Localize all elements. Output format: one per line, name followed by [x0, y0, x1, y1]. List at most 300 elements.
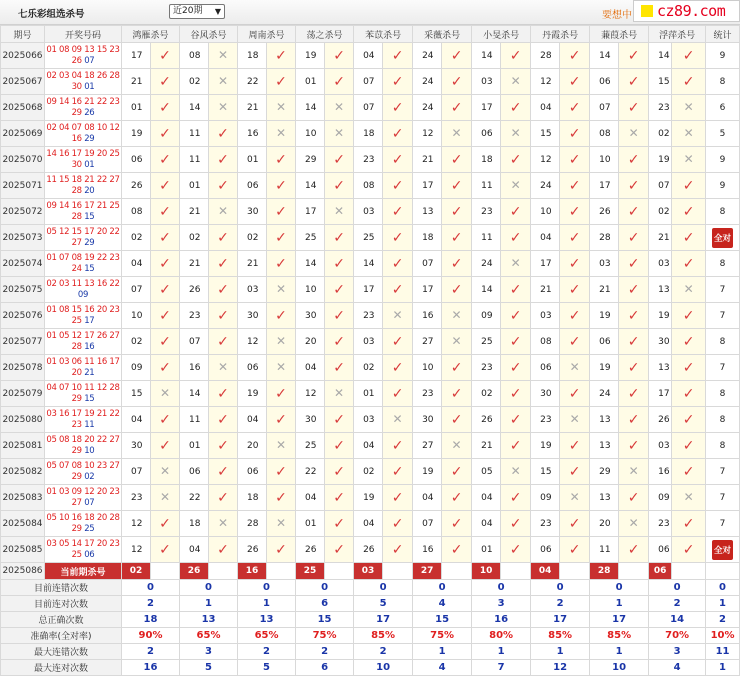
period-cell: 2025079 — [1, 381, 45, 407]
logo-square-icon — [641, 5, 653, 17]
result-mark-cell — [325, 459, 354, 485]
check-icon: ✓ — [568, 307, 581, 324]
stat-value: 0 — [238, 580, 296, 596]
result-mark-cell — [619, 251, 649, 277]
cross-icon: ✕ — [276, 438, 287, 452]
red-numbers: 02 03 11 13 16 22 — [46, 278, 120, 289]
result-mark-cell — [501, 95, 531, 121]
blue-number: 15 — [84, 263, 95, 274]
kill-number-cell: 03 — [590, 251, 619, 277]
result-mark-cell — [560, 303, 590, 329]
result-mark-cell — [672, 355, 706, 381]
kill-number-cell: 10 — [590, 147, 619, 173]
cross-icon: ✕ — [217, 516, 229, 530]
kill-number-cell: 07 — [590, 95, 619, 121]
red-numbers: 05 07 08 10 23 27 29 — [46, 460, 120, 482]
result-mark-cell — [560, 225, 590, 251]
result-mark-cell — [383, 147, 413, 173]
kill-number-cell: 08 — [354, 173, 383, 199]
kill-number-cell: 11 — [472, 225, 501, 251]
check-icon: ✓ — [333, 437, 345, 454]
kill-number-cell: 14 — [649, 43, 672, 69]
empty-cell — [151, 563, 180, 580]
check-icon: ✓ — [509, 203, 522, 220]
kill-number-cell: 18 — [472, 147, 501, 173]
result-mark-cell — [560, 95, 590, 121]
check-icon: ✓ — [275, 541, 287, 558]
result-mark-cell — [325, 277, 354, 303]
period-cell: 2025083 — [1, 485, 45, 511]
check-icon: ✓ — [682, 177, 695, 194]
kill-number-cell: 21 — [180, 251, 209, 277]
blue-number: 07 — [84, 55, 95, 66]
check-icon: ✓ — [217, 281, 229, 298]
check-icon: ✓ — [275, 385, 287, 402]
cross-icon: ✕ — [510, 464, 521, 478]
check-icon: ✓ — [391, 281, 404, 298]
check-icon: ✓ — [450, 151, 463, 168]
stat-value: 10 — [590, 660, 649, 676]
total-cell: 5 — [706, 121, 740, 147]
stat-value: 3 — [180, 644, 238, 660]
kill-number-cell: 17 — [649, 381, 672, 407]
table-row — [1, 147, 740, 173]
column-header: 荡之杀号 — [296, 26, 354, 43]
current-kill-number: 04 — [531, 563, 560, 580]
check-icon: ✓ — [275, 411, 287, 428]
blue-number: 29 — [84, 133, 95, 144]
check-icon: ✓ — [333, 255, 345, 272]
site-logo[interactable] — [633, 0, 740, 22]
kill-number-cell: 04 — [296, 355, 325, 381]
kill-number-cell: 21 — [590, 277, 619, 303]
result-mark-cell — [383, 381, 413, 407]
check-icon: ✓ — [450, 385, 463, 402]
kill-number-cell: 09 — [472, 303, 501, 329]
kill-number-cell: 02 — [122, 225, 151, 251]
check-icon: ✓ — [391, 255, 404, 272]
blue-number: 09 — [77, 289, 89, 300]
stat-value: 4 — [413, 596, 472, 612]
kill-number-cell: 25 — [472, 329, 501, 355]
current-kill-number: 27 — [413, 563, 442, 580]
kill-number-cell: 04 — [122, 407, 151, 433]
stat-value: 80% — [472, 628, 531, 644]
check-icon: ✓ — [333, 73, 345, 90]
result-mark-cell — [501, 121, 531, 147]
kill-number-cell: 13 — [649, 277, 672, 303]
kill-number-cell: 02 — [649, 121, 672, 147]
kill-number-cell: 28 — [238, 511, 267, 537]
check-icon: ✓ — [391, 47, 404, 64]
result-mark-cell — [383, 511, 413, 537]
kill-number-cell: 21 — [649, 225, 672, 251]
kill-number-cell: 14 — [180, 95, 209, 121]
result-mark-cell — [672, 459, 706, 485]
current-kill-label: 当前期杀号 — [45, 563, 122, 580]
result-mark-cell — [325, 485, 354, 511]
kill-number-cell: 07 — [354, 95, 383, 121]
chevron-down-icon: ▼ — [214, 7, 221, 16]
kill-number-cell: 12 — [531, 147, 560, 173]
result-mark-cell — [560, 537, 590, 563]
kill-number-cell: 30 — [531, 381, 560, 407]
check-icon: ✓ — [568, 151, 581, 168]
check-icon: ✓ — [682, 385, 695, 402]
check-icon: ✓ — [275, 307, 287, 324]
result-mark-cell — [619, 459, 649, 485]
check-icon: ✓ — [391, 359, 404, 376]
table-row — [1, 251, 740, 277]
result-mark-cell — [325, 69, 354, 95]
check-icon: ✓ — [275, 463, 287, 480]
stat-value: 2 — [122, 596, 180, 612]
result-mark-cell — [209, 329, 238, 355]
kill-number-cell: 24 — [413, 69, 442, 95]
result-mark-cell — [325, 43, 354, 69]
check-icon: ✓ — [682, 47, 695, 64]
period-cell: 2025067 — [1, 69, 45, 95]
check-icon: ✓ — [275, 151, 287, 168]
column-header: 谷风杀号 — [180, 26, 238, 43]
kill-number-cell: 01 — [296, 511, 325, 537]
result-mark-cell — [267, 355, 296, 381]
draw-numbers-cell — [45, 251, 122, 277]
check-icon: ✓ — [275, 489, 287, 506]
red-numbers: 01 05 12 17 26 27 28 — [46, 330, 120, 352]
result-mark-cell — [672, 95, 706, 121]
result-mark-cell — [501, 355, 531, 381]
kill-number-cell: 02 — [180, 69, 209, 95]
current-kill-number: 06 — [649, 563, 672, 580]
check-icon: ✓ — [509, 489, 522, 506]
check-icon: ✓ — [627, 99, 640, 116]
draw-numbers-cell — [45, 147, 122, 173]
kill-number-cell: 30 — [296, 303, 325, 329]
result-mark-cell — [383, 329, 413, 355]
column-header: 苯苡杀号 — [354, 26, 413, 43]
result-mark-cell — [151, 459, 180, 485]
blue-number: 01 — [84, 159, 95, 170]
kill-number-cell: 23 — [472, 355, 501, 381]
result-mark-cell — [325, 433, 354, 459]
result-mark-cell — [672, 225, 706, 251]
result-mark-cell — [501, 485, 531, 511]
kill-number-cell: 19 — [590, 303, 619, 329]
result-mark-cell — [383, 277, 413, 303]
result-mark-cell — [209, 303, 238, 329]
result-mark-cell — [151, 277, 180, 303]
stat-value: 10% — [706, 628, 740, 644]
result-mark-cell — [383, 95, 413, 121]
result-mark-cell — [209, 511, 238, 537]
draw-numbers-cell — [45, 459, 122, 485]
cross-icon: ✕ — [217, 100, 229, 114]
kill-number-cell: 26 — [296, 537, 325, 563]
kill-number-cell: 30 — [649, 329, 672, 355]
stat-value: 2 — [354, 644, 413, 660]
check-icon: ✓ — [509, 281, 522, 298]
result-mark-cell — [325, 173, 354, 199]
result-mark-cell — [560, 511, 590, 537]
table-row — [1, 121, 740, 147]
blue-number: 06 — [84, 549, 95, 560]
result-mark-cell — [325, 329, 354, 355]
kill-number-cell: 23 — [180, 303, 209, 329]
stat-value: 2 — [649, 596, 706, 612]
empty-cell — [442, 563, 472, 580]
cross-icon: ✕ — [628, 516, 639, 530]
result-mark-cell — [619, 69, 649, 95]
cross-icon: ✕ — [217, 360, 229, 374]
kill-number-cell: 23 — [531, 511, 560, 537]
check-icon: ✓ — [159, 411, 171, 428]
result-mark-cell — [383, 485, 413, 511]
stat-label: 目前连错次数 — [1, 580, 122, 596]
check-icon: ✓ — [568, 99, 581, 116]
period-select[interactable] — [169, 4, 225, 19]
check-icon: ✓ — [275, 177, 287, 194]
kill-number-cell: 24 — [531, 173, 560, 199]
period-cell: 2025080 — [1, 407, 45, 433]
check-icon: ✓ — [159, 255, 171, 272]
check-icon: ✓ — [450, 177, 463, 194]
kill-number-cell: 14 — [472, 277, 501, 303]
result-mark-cell — [619, 277, 649, 303]
draw-numbers-cell — [45, 537, 122, 563]
check-icon: ✓ — [568, 463, 581, 480]
red-numbers: 01 08 09 13 15 23 26 — [46, 44, 120, 66]
kill-number-cell: 30 — [122, 433, 151, 459]
kill-number-cell: 09 — [122, 355, 151, 381]
check-icon: ✓ — [333, 307, 345, 324]
column-header: 小旻杀号 — [472, 26, 531, 43]
kill-number-cell: 25 — [354, 225, 383, 251]
blue-number: 25 — [84, 523, 95, 534]
stat-value: 2 — [296, 644, 354, 660]
result-mark-cell — [619, 433, 649, 459]
result-mark-cell — [619, 173, 649, 199]
check-icon: ✓ — [450, 463, 463, 480]
table-row — [1, 225, 740, 251]
result-mark-cell — [619, 355, 649, 381]
check-icon: ✓ — [217, 255, 229, 272]
period-cell: 2025069 — [1, 121, 45, 147]
kill-number-cell: 03 — [649, 251, 672, 277]
check-icon: ✓ — [509, 541, 522, 558]
table-row — [1, 303, 740, 329]
check-icon: ✓ — [217, 307, 229, 324]
result-mark-cell — [267, 225, 296, 251]
check-icon: ✓ — [509, 307, 522, 324]
promo-hint[interactable]: 要想中 — [602, 10, 632, 21]
check-icon: ✓ — [509, 229, 522, 246]
empty-cell — [209, 563, 238, 580]
check-icon: ✓ — [333, 47, 345, 64]
check-icon: ✓ — [333, 229, 345, 246]
result-mark-cell — [501, 303, 531, 329]
kill-number-cell: 26 — [590, 199, 619, 225]
period-select-value: 近20期 — [173, 6, 203, 16]
result-mark-cell — [267, 303, 296, 329]
current-kill-number: 25 — [296, 563, 325, 580]
check-icon: ✓ — [333, 177, 345, 194]
result-mark-cell — [267, 199, 296, 225]
stat-value: 6 — [296, 596, 354, 612]
result-mark-cell — [325, 121, 354, 147]
check-icon: ✓ — [627, 47, 640, 64]
result-mark-cell — [501, 459, 531, 485]
result-mark-cell — [442, 69, 472, 95]
result-mark-cell — [209, 277, 238, 303]
result-mark-cell — [383, 69, 413, 95]
result-mark-cell — [151, 355, 180, 381]
kill-number-cell: 02 — [472, 381, 501, 407]
kill-number-cell: 18 — [238, 485, 267, 511]
result-mark-cell — [560, 407, 590, 433]
check-icon: ✓ — [159, 99, 171, 116]
stat-value: 1 — [706, 596, 740, 612]
kill-number-cell: 01 — [354, 381, 383, 407]
check-icon: ✓ — [159, 359, 171, 376]
check-icon: ✓ — [217, 463, 229, 480]
result-mark-cell — [672, 251, 706, 277]
kill-number-cell: 03 — [649, 433, 672, 459]
draw-numbers-cell — [45, 225, 122, 251]
result-mark-cell — [151, 199, 180, 225]
cross-icon: ✕ — [683, 152, 694, 166]
check-icon: ✓ — [682, 515, 695, 532]
column-header: 鸿雁杀号 — [122, 26, 180, 43]
check-icon: ✓ — [568, 47, 581, 64]
check-icon: ✓ — [217, 385, 229, 402]
result-mark-cell — [560, 355, 590, 381]
draw-numbers-cell — [45, 69, 122, 95]
kill-number-cell: 02 — [180, 225, 209, 251]
check-icon: ✓ — [217, 333, 229, 350]
result-mark-cell — [672, 329, 706, 355]
kill-number-cell: 28 — [531, 43, 560, 69]
result-mark-cell — [442, 459, 472, 485]
kill-number-cell: 15 — [122, 381, 151, 407]
kill-number-cell: 16 — [413, 303, 442, 329]
page-title: 七乐彩组选杀号 — [18, 9, 85, 20]
kill-number-cell: 18 — [238, 43, 267, 69]
red-numbers: 01 03 09 12 20 23 27 — [46, 486, 120, 508]
kill-number-cell: 04 — [472, 485, 501, 511]
kill-number-cell: 02 — [238, 225, 267, 251]
kill-number-cell: 14 — [472, 43, 501, 69]
result-mark-cell — [383, 43, 413, 69]
logo-text: cz89.com — [657, 2, 726, 20]
check-icon: ✓ — [509, 359, 522, 376]
table-row — [1, 381, 740, 407]
period-cell: 2025081 — [1, 433, 45, 459]
check-icon: ✓ — [682, 307, 695, 324]
kill-number-cell: 04 — [122, 251, 151, 277]
cross-icon: ✕ — [334, 204, 345, 218]
check-icon: ✓ — [391, 489, 404, 506]
cross-icon: ✕ — [276, 282, 287, 296]
result-mark-cell — [442, 173, 472, 199]
result-mark-cell — [151, 121, 180, 147]
kill-number-cell: 17 — [354, 277, 383, 303]
cross-icon: ✕ — [510, 126, 521, 140]
result-mark-cell — [619, 225, 649, 251]
cross-icon: ✕ — [334, 386, 345, 400]
check-icon: ✓ — [391, 515, 404, 532]
kill-number-cell: 18 — [180, 511, 209, 537]
check-icon: ✓ — [391, 333, 404, 350]
result-mark-cell — [672, 303, 706, 329]
check-icon: ✓ — [682, 541, 695, 558]
kill-number-cell: 04 — [296, 485, 325, 511]
result-mark-cell — [151, 511, 180, 537]
check-icon: ✓ — [275, 73, 287, 90]
stat-value: 3 — [649, 644, 706, 660]
result-mark-cell — [442, 329, 472, 355]
stat-value: 2 — [531, 596, 590, 612]
result-mark-cell — [560, 43, 590, 69]
check-icon: ✓ — [450, 515, 463, 532]
check-icon: ✓ — [159, 177, 171, 194]
kill-number-cell: 14 — [590, 43, 619, 69]
kill-number-cell: 12 — [413, 121, 442, 147]
column-header: 统计 — [706, 26, 740, 43]
result-mark-cell — [383, 121, 413, 147]
result-mark-cell — [209, 199, 238, 225]
check-icon: ✓ — [568, 229, 581, 246]
kill-number-cell: 26 — [472, 407, 501, 433]
cross-icon: ✕ — [276, 126, 287, 140]
table-row — [1, 329, 740, 355]
kill-number-cell: 21 — [472, 433, 501, 459]
result-mark-cell — [560, 381, 590, 407]
result-mark-cell — [619, 381, 649, 407]
kill-number-cell: 16 — [413, 537, 442, 563]
cross-icon: ✕ — [569, 490, 580, 504]
result-mark-cell — [151, 329, 180, 355]
check-icon: ✓ — [627, 177, 640, 194]
result-mark-cell — [267, 43, 296, 69]
result-mark-cell — [383, 251, 413, 277]
kill-number-cell: 04 — [472, 511, 501, 537]
stat-value: 16 — [122, 660, 180, 676]
result-mark-cell — [325, 147, 354, 173]
result-mark-cell — [619, 199, 649, 225]
cross-icon: ✕ — [392, 308, 403, 322]
cross-icon: ✕ — [451, 438, 462, 452]
stat-value: 17 — [531, 612, 590, 628]
result-mark-cell — [151, 433, 180, 459]
stat-value: 85% — [354, 628, 413, 644]
stat-value: 13 — [238, 612, 296, 628]
total-cell: 8 — [706, 407, 740, 433]
stat-value: 85% — [590, 628, 649, 644]
kill-number-cell: 01 — [180, 173, 209, 199]
stat-value: 0 — [413, 580, 472, 596]
draw-numbers-cell — [45, 485, 122, 511]
result-mark-cell — [383, 459, 413, 485]
result-mark-cell — [501, 43, 531, 69]
kill-number-cell: 23 — [354, 147, 383, 173]
result-mark-cell — [325, 355, 354, 381]
result-mark-cell — [383, 355, 413, 381]
result-mark-cell — [383, 407, 413, 433]
stat-value: 5 — [354, 596, 413, 612]
check-icon: ✓ — [627, 151, 640, 168]
result-mark-cell — [267, 381, 296, 407]
